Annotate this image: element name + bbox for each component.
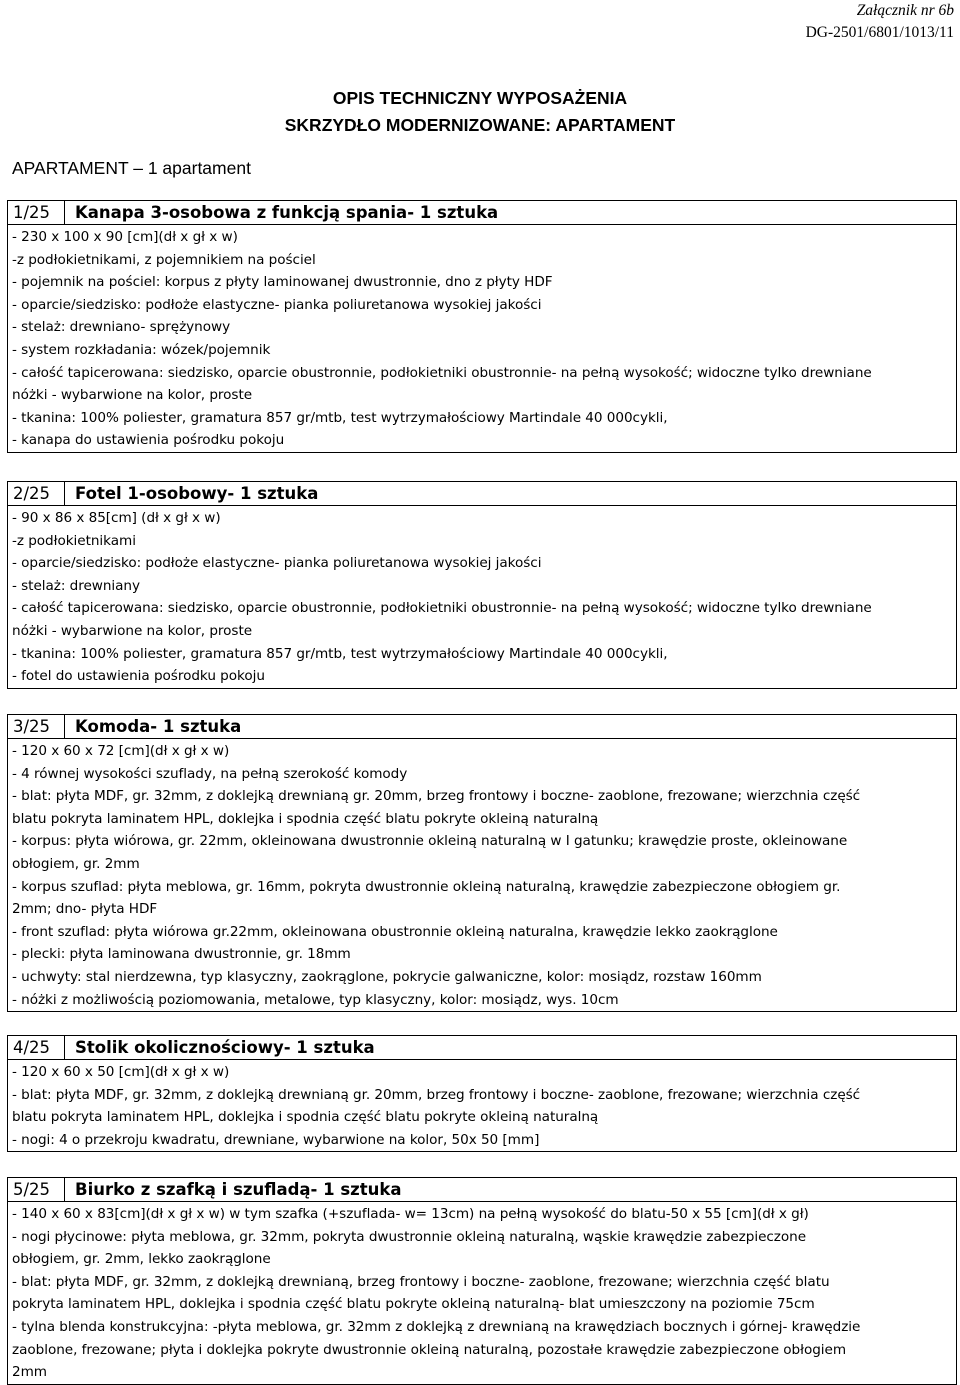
spec-line: - całość tapicerowana: siedzisko, oparcie obustronnie, podłokietniki obustronnie- na pełną wysokość; widoczne tylko drewniane — [12, 364, 872, 381]
spec-line: - 120 x 60 x 72 [cm](dł x gł x w) — [12, 743, 230, 759]
document-subtitle: SKRZYDŁO MODERNIZOWANE: APARTAMENT — [284, 115, 676, 135]
item-box — [7, 1177, 957, 1385]
spec-line: - oparcie/siedzisko: podłoże elastyczne- pianka poliuretanowa wysokiej jakości — [12, 555, 542, 572]
item-name: Biurko z szafką i szufladą- 1 sztuka — [75, 1180, 402, 1199]
spec-line: - 140 x 60 x 83[cm](dł x gł x w) w tym szafka (+szuflada- w= 13cm) na pełną wysokość do blatu-50 x 55 [cm](dł x gł) — [12, 1206, 809, 1222]
item-specification — [8, 225, 956, 452]
item-number: 2/25 — [8, 482, 65, 505]
item-header — [8, 201, 956, 225]
item-box — [7, 1035, 957, 1152]
item-number: 1/25 — [8, 201, 65, 224]
item-name: Komoda- 1 sztuka — [75, 717, 242, 736]
spec-line: - stelaż: drewniano- sprężynowy — [12, 319, 231, 336]
spec-line: - kanapa do ustawienia pośrodku pokoju — [12, 432, 285, 449]
spec-line: nóżki - wybarwione na kolor, proste — [12, 387, 253, 404]
item-specification — [8, 1060, 956, 1151]
spec-line: - nogi: 4 o przekroju kwadratu, drewniane, wybarwione na kolor, 50x 50 [mm] — [12, 1131, 540, 1148]
spec-line: blatu pokryta laminatem HPL, doklejka i spodnia część blatu pokryte okleiną naturalną — [12, 1109, 599, 1126]
reference-number: DG-2501/6801/1013/11 — [805, 24, 954, 41]
spec-line: - 120 x 60 x 50 [cm](dł x gł x w) — [12, 1064, 230, 1080]
spec-line: - nogi płycinowe: płyta meblowa, gr. 32mm, pokryta dwustronnie okleiną naturalną, wąskie krawędzie zabezpieczone — [12, 1228, 807, 1245]
spec-line: - 4 równej wysokości szuflady, na pełną szerokość komody — [12, 765, 408, 782]
apartment-heading: APARTAMENT – 1 apartament — [12, 158, 251, 178]
spec-line: - blat: płyta MDF, gr. 32mm, z doklejką drewnianą gr. 20mm, brzeg frontowy i boczne- zaoblone, frezowane; wierzchnia część — [12, 788, 861, 805]
item-header — [8, 715, 956, 739]
spec-line: - blat: płyta MDF, gr. 32mm, z doklejką drewnianą gr. 20mm, brzeg frontowy i boczne- zaoblone, frezowane; wierzchnia część — [12, 1086, 861, 1103]
document-header — [806, 0, 954, 44]
spec-line: - plecki: płyta laminowana dwustronnie, gr. 18mm — [12, 946, 351, 963]
spec-line: - stelaż: drewniany — [12, 577, 140, 594]
spec-line: obłogiem, gr. 2mm — [12, 855, 140, 872]
item-header — [8, 482, 956, 506]
spec-line: - oparcie/siedzisko: podłoże elastyczne- pianka poliuretanowa wysokiej jakości — [12, 296, 542, 313]
spec-line: -z podłokietnikami — [12, 532, 136, 549]
spec-line: - nóżki z możliwością poziomowania, metalowe, typ klasyczny, kolor: mosiądz, wys. 10cm — [12, 991, 619, 1008]
spec-line: - 90 x 86 x 85[cm] (dł x gł x w) — [12, 510, 221, 526]
spec-line: - tkanina: 100% poliester, gramatura 857 gr/mtb, test wytrzymałościowy Martindale 40 000cykli, — [12, 409, 668, 426]
spec-line: - front szuflad: płyta wiórowa gr.22mm, okleinowana obustronnie okleiną naturalna, krawędzie lekko zaokrąglone — [12, 923, 778, 940]
spec-line: zaoblone, frezowane; płyta i doklejka pokryte dwustronnie okleiną naturalną, pozostałe krawędzie zabezpieczone obłogiem — [12, 1341, 847, 1358]
spec-line: - korpus: płyta wiórowa, gr. 22mm, okleinowana dwustronnie okleiną naturalną w I gatunku; krawędzie proste, okleinowane — [12, 833, 848, 850]
item-number: 3/25 — [8, 715, 65, 738]
item-number: 5/25 — [8, 1178, 65, 1201]
spec-line: -z podłokietnikami, z pojemnikiem na pościel — [12, 251, 316, 268]
spec-line: pokryta laminatem HPL, doklejka i spodnia część blatu pokryte okleiną naturalną- blat umieszczony na poziomie 75cm — [12, 1296, 815, 1313]
spec-line: - fotel do ustawienia pośrodku pokoju — [12, 668, 265, 685]
item-box — [7, 200, 957, 453]
document-title: OPIS TECHNICZNY WYPOSAŻENIA — [332, 88, 628, 108]
spec-line: 2mm; dno- płyta HDF — [12, 901, 158, 918]
spec-line: nóżki - wybarwione na kolor, proste — [12, 622, 253, 639]
spec-line: - tylna blenda konstrukcyjna: -płyta meblowa, gr. 32mm z doklejką z drewnianą na krawędziach bocznych i górnej- krawędzie — [12, 1318, 861, 1335]
item-name: Fotel 1-osobowy- 1 sztuka — [75, 484, 319, 503]
spec-line: - system rozkładania: wózek/pojemnik — [12, 341, 271, 358]
spec-line: - 230 x 100 x 90 [cm](dł x gł x w) — [12, 229, 238, 245]
spec-line: - pojemnik na pościel: korpus z płyty laminowanej dwustronnie, dno z płyty HDF — [12, 274, 553, 291]
spec-line: 2mm — [12, 1364, 47, 1381]
item-specification — [8, 506, 956, 688]
spec-line: - całość tapicerowana: siedzisko, oparcie obustronnie, podłokietniki obustronnie- na pełną wysokość; widoczne tylko drewniane — [12, 600, 872, 617]
item-specification — [8, 739, 956, 1011]
item-name: Stolik okolicznościowy- 1 sztuka — [75, 1038, 375, 1057]
item-name: Kanapa 3-osobowa z funkcją spania- 1 sztuka — [75, 203, 499, 222]
spec-line: - tkanina: 100% poliester, gramatura 857 gr/mtb, test wytrzymałościowy Martindale 40 000cykli, — [12, 645, 668, 662]
item-box — [7, 714, 957, 1012]
spec-line: - korpus szuflad: płyta meblowa, gr. 16mm, pokryta dwustronnie okleiną naturalną, krawędzie zabezpieczone obłogiem gr. — [12, 878, 841, 895]
item-header — [8, 1178, 956, 1202]
spec-line: - uchwyty: stal nierdzewna, typ klasyczny, zaokrąglone, pokrycie galwaniczne, kolor: mosiądz, rozstaw 160mm — [12, 968, 762, 985]
item-header — [8, 1036, 956, 1060]
spec-line: blatu pokryta laminatem HPL, doklejka i spodnia część blatu pokryte okleiną naturalną — [12, 810, 599, 827]
spec-line: - blat: płyta MDF, gr. 32mm, z doklejką drewnianą, brzeg frontowy i boczne- zaoblone, frezowane; wierzchnia część blatu — [12, 1273, 830, 1290]
item-number: 4/25 — [8, 1036, 65, 1059]
annex-label: Załącznik nr 6b — [856, 2, 954, 19]
item-specification — [8, 1202, 956, 1384]
item-box — [7, 481, 957, 689]
spec-line: obłogiem, gr. 2mm, lekko zaokrąglone — [12, 1251, 271, 1268]
